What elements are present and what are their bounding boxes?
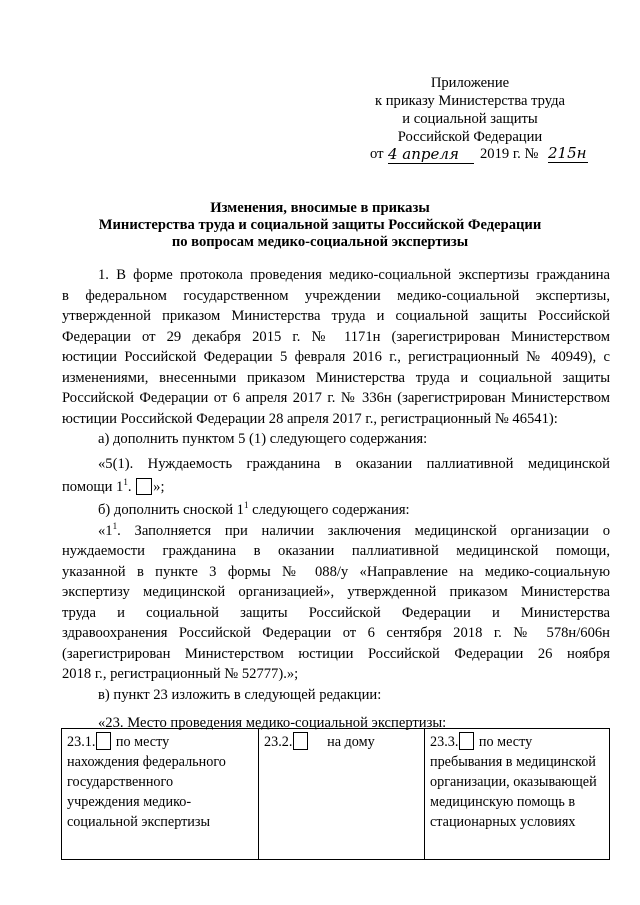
checkbox-23-3[interactable] (459, 732, 474, 750)
cell-text: нахождения федерального (67, 754, 226, 770)
cell-text: социальной экспертизы (67, 814, 211, 830)
table-cell-23-3 (425, 729, 610, 860)
cell-text: по месту (478, 734, 533, 750)
item-v: в) пункт 23 изложить в следующей редакции: (98, 686, 382, 703)
footnote-mark: 1 (243, 500, 249, 510)
item-a: а) дополнить пунктом 5 (1) следующего содержания: (98, 431, 428, 447)
quote-23: «23. Место проведения медико-социальной экспертизы: (98, 715, 447, 731)
paragraph-1-line: в федеральном государственном учреждении медико-социальной экспертизы, (62, 287, 610, 304)
cell-text: учреждения медико- (67, 794, 192, 810)
paragraph-1-line: 1. В форме протокола проведения медико-социальной экспертизы гражданина (98, 267, 610, 283)
document-body (62, 265, 610, 734)
cell-text: организации, оказывающей (430, 774, 597, 790)
handwritten-order-number: 215н (548, 144, 587, 162)
table-cell-23-1 (62, 729, 259, 860)
footnote-line: нуждаемости гражданина в оказании паллиативной медицинской помощи, (62, 543, 610, 559)
cell-text: на дому (327, 734, 375, 750)
item-b (62, 500, 610, 521)
quote-5-1-line-1: «5(1). Нуждаемость гражданина в оказании паллиативной медицинской (98, 455, 610, 472)
footnote-mark: 1 (123, 477, 128, 487)
checkbox-5-1[interactable] (136, 478, 152, 495)
handwritten-date: 4 апреля (388, 145, 474, 164)
date-prefix: от (370, 146, 384, 162)
quote-5-1-line-2 (62, 474, 610, 500)
paragraph-1-line: юстиции Российской Федерации 28 апреля 2017 г., регистрационный № 46541): (62, 410, 558, 427)
quote-5-1-close: »; (153, 479, 165, 495)
footnote-line: указанной в пункте 3 формы № 088/у «Направление на медико-социальную (62, 563, 610, 580)
cell-text: стационарных условиях (430, 814, 576, 830)
checkbox-23-1[interactable] (96, 732, 111, 750)
quote-5-1-text: помощи 1 (62, 479, 124, 495)
year-number-label: 2019 г. № (480, 146, 539, 162)
cell-number: 23.3. (430, 734, 459, 750)
footnote-line: труда и социальной защиты Российской Федерации и Министерства (62, 604, 610, 621)
item-b-text: б) дополнить сноской 1 (98, 502, 244, 518)
cell-text: медицинскую помощь в (430, 794, 576, 810)
footnote-line-1 (62, 521, 610, 542)
appendix-country-line: Российской Федерации (397, 129, 543, 145)
document-title (60, 200, 580, 251)
footnote-line: здравоохранения Российской Федерации от 6 сентября 2018 г. № 578н/606н (62, 625, 610, 641)
checkbox-23-2[interactable] (293, 732, 308, 750)
footnote-line: 2018 г., регистрационный № 52777).»; (62, 666, 299, 682)
title-line-1: Изменения, вносимые в приказы (210, 200, 430, 216)
paragraph-1-line: Российской Федерации от 6 апреля 2017 г. № 336н (зарегистрирован Министерством (62, 390, 610, 406)
place-of-examination-table (61, 728, 610, 860)
item-b-end: следующего содержания: (248, 502, 410, 518)
cell-text: государственного (67, 774, 174, 790)
title-line-2: Министерства труда и социальной защиты Российской Федерации (98, 217, 542, 233)
cell-text: пребывания в медицинской (430, 754, 596, 770)
paragraph-1-line: изменениями, внесенными приказом Министерства труда и социальной защиты (62, 369, 610, 386)
appendix-block (340, 74, 600, 146)
paragraph-1-line: Федерации от 29 декабря 2015 г. № 1171н (зарегистрирован Министерством (62, 328, 610, 345)
footnote-open: «1 (98, 522, 113, 539)
footnote-line: экспертизу медицинской организацией», утвержденной приказом Министерства (62, 584, 610, 600)
appendix-order-line: к приказу Министерства труда (374, 93, 566, 109)
footnote-text: . Заполняется при наличии заключения медицинской организации о (117, 522, 610, 539)
quote-5-1-period: . (127, 479, 132, 495)
table-cell-23-2 (259, 729, 425, 860)
cell-number: 23.1. (67, 734, 96, 750)
paragraph-1-line: юстиции Российской Федерации 5 февраля 2016 г., регистрационный № 40949), с (62, 349, 610, 365)
footnote-line: (зарегистрирован Министерством юстиции Российской Федерации 26 ноября (62, 645, 610, 662)
paragraph-1-line: утвержденной приказом Министерства труда и социальной защиты Российской (62, 308, 610, 324)
title-line-3: по вопросам медико-социальной экспертизы (171, 234, 469, 250)
appendix-ministry-line: и социальной защиты (402, 111, 538, 127)
footnote-mark: 1 (112, 520, 118, 531)
cell-text: по месту (115, 734, 170, 750)
appendix-title: Приложение (430, 75, 510, 91)
cell-number: 23.2. (264, 734, 293, 750)
